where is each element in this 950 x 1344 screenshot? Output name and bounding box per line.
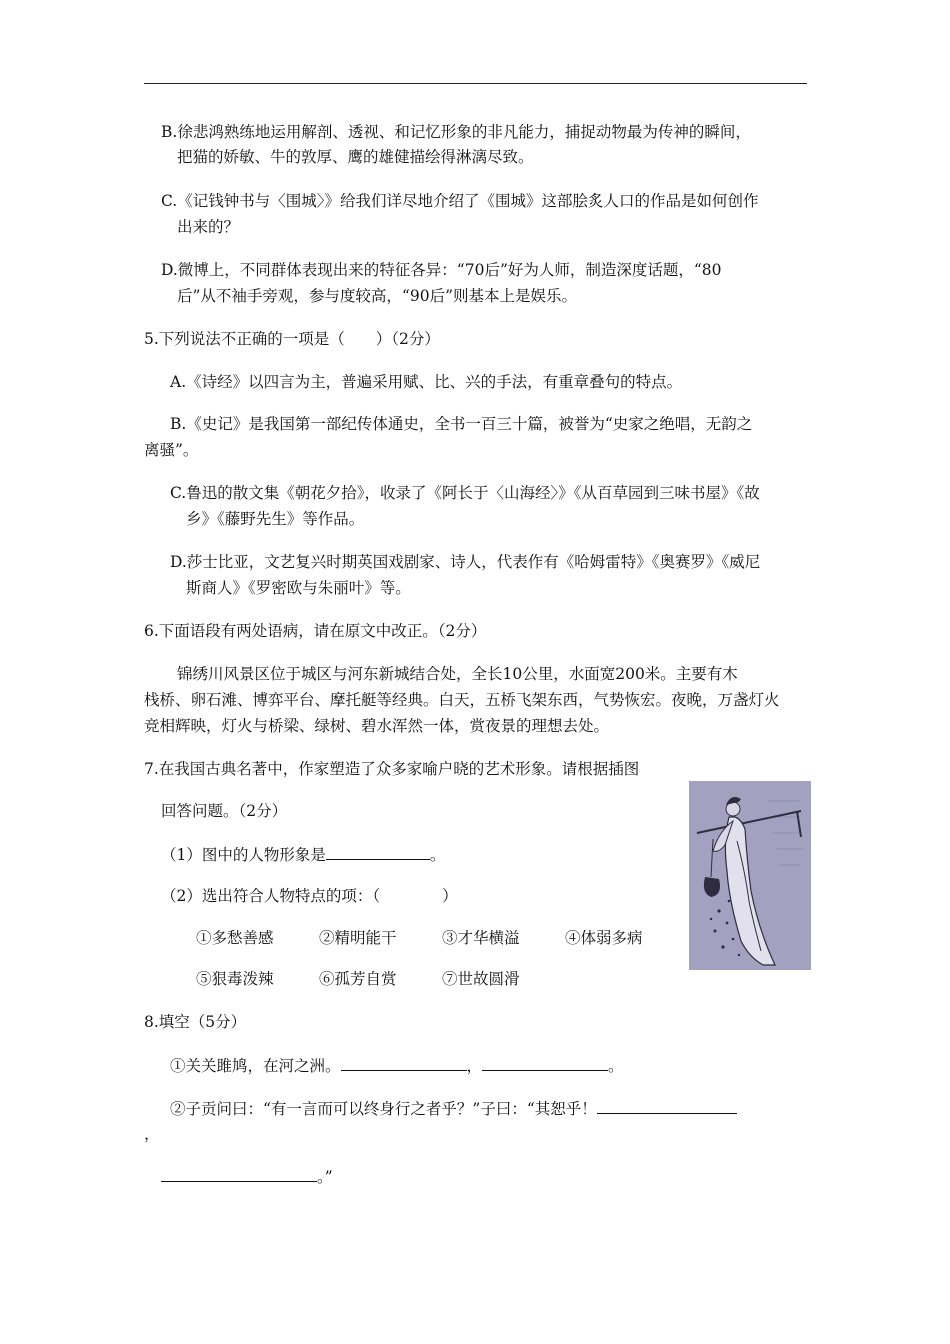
q7-option-3: ③才华横溢 <box>442 929 520 947</box>
q5-option-d-line-2: 斯商人》《罗密欧与朱丽叶》等。 <box>186 579 411 597</box>
q5-option-d-line-1: D.莎士比亚，文艺复兴时期英国戏剧家、诗人，代表作有《哈姆雷特》《奥赛罗》《威尼 <box>170 553 761 571</box>
q8-item-1-comma: ， <box>466 1057 483 1075</box>
q8-item-3-end: 。” <box>317 1168 333 1186</box>
q8-item-2 <box>170 1097 737 1120</box>
q7-option-6: ⑥孤芳自赏 <box>319 970 397 988</box>
q5-option-c-line-1: C.鲁迅的散文集《朝花夕拾》，收录了《阿长于〈山海经〉》《从百草园到三味书屋》《故 <box>170 484 760 502</box>
option-d-line-1: D.微博上，不同群体表现出来的特征各异：“70后”好为人师，制造深度话题，“80 <box>161 261 722 279</box>
q7-part-1 <box>161 843 445 866</box>
q7-answer-blank[interactable] <box>326 843 430 860</box>
q5-option-b-line-1: B.《史记》是我国第一部纪传体通史，全书一百三十篇，被誉为“史家之绝唱，无韵之 <box>170 415 753 433</box>
q8-item-1-prompt: ①关关雎鸠，在河之洲。 <box>170 1057 341 1075</box>
question-8: 8.填空（5分） <box>144 1013 247 1031</box>
q7-option-5: ⑤狠毒泼辣 <box>196 970 274 988</box>
q8-blank-4[interactable] <box>161 1165 317 1182</box>
q7-option-2: ②精明能干 <box>319 929 397 947</box>
q5-option-b-line-2: 离骚”。 <box>144 441 199 459</box>
woman-with-hoe-illustration <box>689 781 811 970</box>
illustration-figure <box>689 781 811 970</box>
option-b-line-2: 把猫的娇敏、牛的敦厚、鹰的雄健描绘得淋漓尽致。 <box>177 148 534 166</box>
q8-item-3 <box>161 1165 333 1188</box>
q5-option-a: A.《诗经》以四言为主，普遍采用赋、比、兴的手法，有重章叠句的特点。 <box>170 373 683 391</box>
q8-item-1 <box>170 1054 624 1077</box>
q6-paragraph-line-3: 竞相辉映，灯火与桥梁、绿树、碧水浑然一体，赏夜景的理想去处。 <box>144 717 610 735</box>
q7-part-1-end: 。 <box>429 846 446 864</box>
question-7-continued: 回答问题。（2分） <box>161 802 288 820</box>
option-c-line-1: C.《记钱钟书与〈围城〉》给我们详尽地介绍了《围城》这部脍炙人口的作品是如何创作 <box>161 192 759 210</box>
q8-item-1-end: 。 <box>608 1057 624 1075</box>
question-7: 7.在我国古典名著中，作家塑造了众多家喻户晓的艺术形象。请根据插图 <box>144 760 640 778</box>
q7-option-7: ⑦世故圆滑 <box>442 970 520 988</box>
option-d-line-2: 后”从不袖手旁观，参与度较高，“90后”则基本上是娱乐。 <box>177 287 577 305</box>
q8-item-2-comma: ， <box>144 1125 160 1143</box>
q6-paragraph-line-1: 锦绣川风景区位于城区与河东新城结合处，全长10公里，水面宽200米。主要有木 <box>177 665 738 683</box>
header-rule <box>144 83 807 84</box>
q7-part-1-label: （1）图中的人物形象是 <box>161 846 326 864</box>
q8-blank-3[interactable] <box>597 1097 737 1114</box>
question-5: 5.下列说法不正确的一项是（ ）（2分） <box>144 330 440 348</box>
option-c-line-2: 出来的？ <box>177 218 240 236</box>
q8-blank-1[interactable] <box>341 1054 467 1071</box>
question-6: 6.下面语段有两处语病，请在原文中改正。（2分） <box>144 622 487 640</box>
option-b-line-1: B.徐悲鸿熟练地运用解剖、透视、和记忆形象的非凡能力，捕捉动物最为传神的瞬间， <box>161 123 751 141</box>
q8-item-2-prompt: ②子贡问曰：“有一言而可以终身行之者乎？”子曰：“其恕乎！ <box>170 1100 597 1118</box>
q5-option-c-line-2: 乡》《藤野先生》等作品。 <box>186 510 365 528</box>
q6-paragraph-line-2: 栈桥、卵石滩、博弈平台、摩托艇等经典。白天，五桥飞架东西，气势恢宏。夜晚，万盏灯火 <box>144 691 780 709</box>
q7-part-2: （2）选出符合人物特点的项：（ ） <box>161 887 458 905</box>
q7-option-1: ①多愁善感 <box>196 929 274 947</box>
q7-option-4: ④体弱多病 <box>565 929 643 947</box>
q8-blank-2[interactable] <box>482 1054 608 1071</box>
